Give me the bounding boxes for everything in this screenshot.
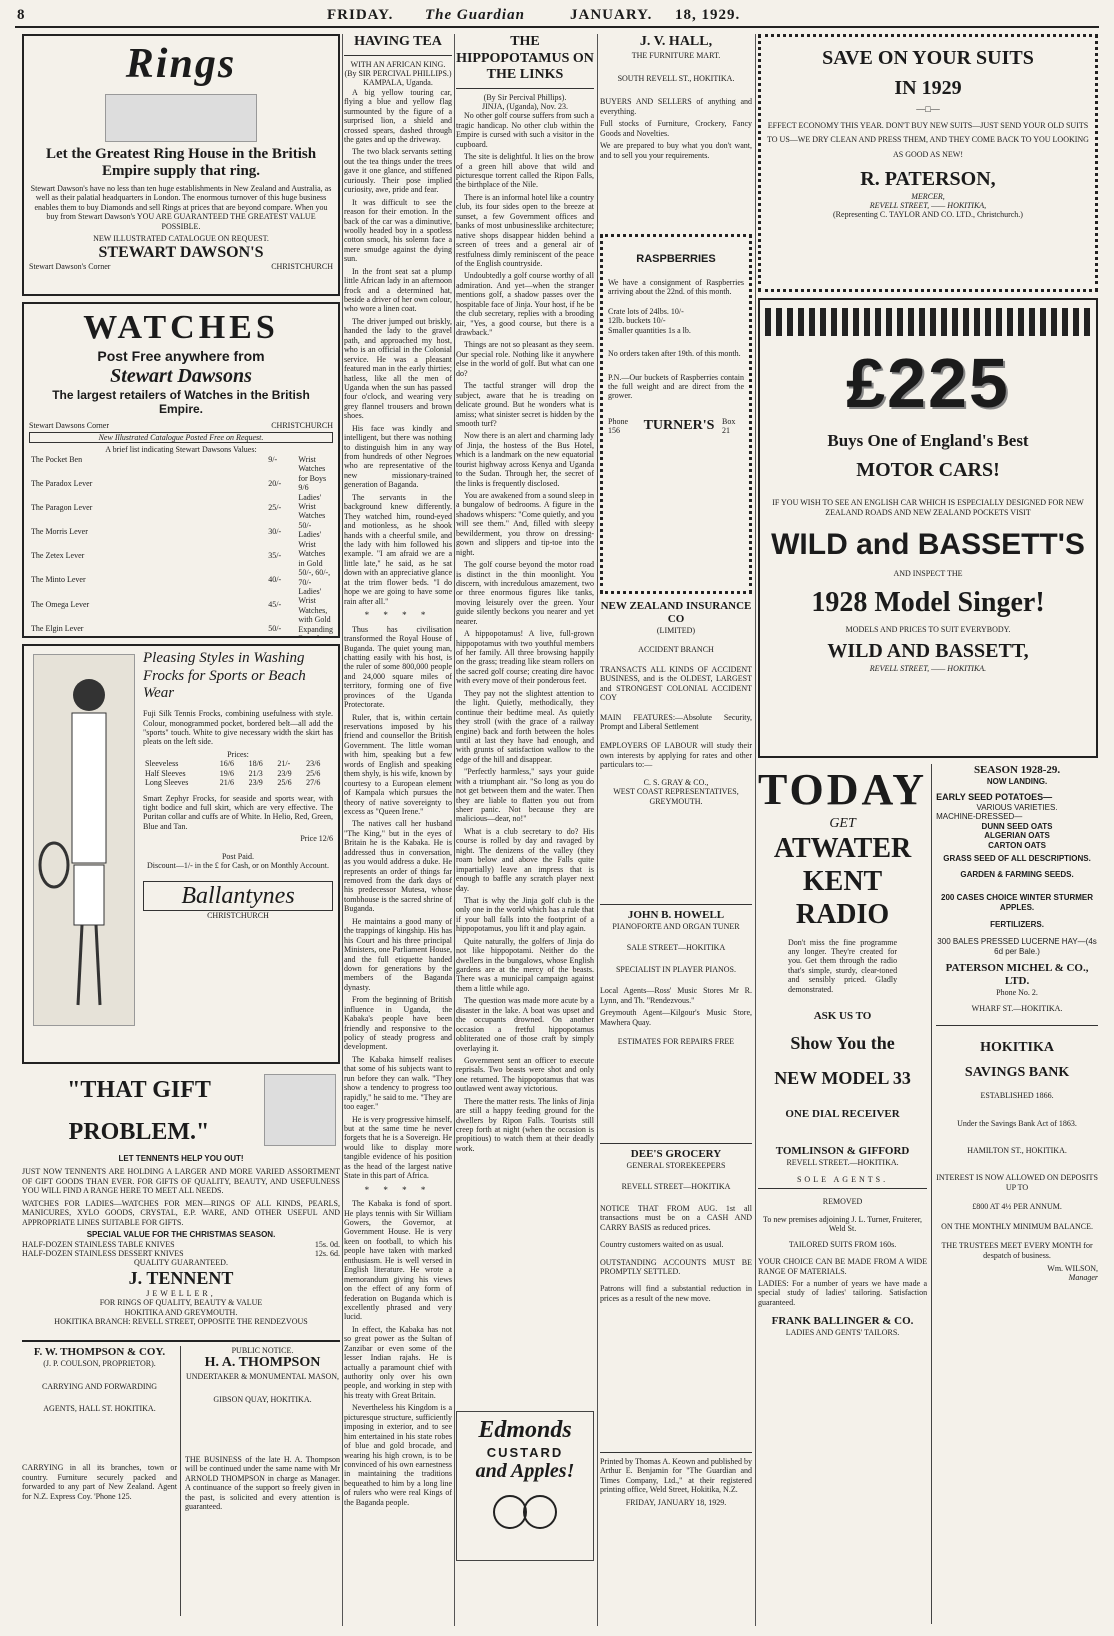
rings-ad bbox=[22, 34, 340, 296]
gift-p1: JUST NOW TENNENTS ARE HOLDING A LARGER AND MORE VARIED ASSORTMENT OF GIFT GOODS THAN EVER. FOR GIFTS OF QUALITY, BEAUTY, AND USEFULNESS YOU WILL FIND A RANGE HERE TO MEET ALL NEEDS. bbox=[22, 1167, 340, 1196]
seeds-l5: ALGERIAN OATS bbox=[984, 831, 1050, 841]
radio-t4: KENT bbox=[802, 866, 883, 898]
thompson-coy-prop: (J. P. COULSON, PROPRIETOR). bbox=[43, 1358, 156, 1368]
seeds-l7: GRASS SEED OF ALL DESCRIPTIONS. bbox=[943, 854, 1091, 864]
tea-para: In effect, the Kabaka has not so great power as the Sultan of Zanzibar or even some of the lesser Indian rajahs. He is actually a paramount chief with authority only over his own people, and working in step with his treaty with Great Britain. bbox=[344, 1324, 452, 1400]
tea-para: He is very progressive himself, but at the same time he never forgets that he is a Sovereign. He would like to display more tangible evidence of his position as the head of the largest native State in this part of Africa. bbox=[344, 1114, 452, 1181]
lady-figure-icon bbox=[34, 655, 134, 1025]
tea-para: A big yellow touring car, flying a blue and yellow flag surmounted by the figure of a surprised lion, a shield and crossed spears, dashed through the gates and up the driveway. bbox=[344, 87, 452, 145]
hippo-para: Things are not so pleasant as they seem. Our special role. Nothing like it anywhere else in the world of golf. But what can one do? bbox=[456, 340, 594, 378]
dees-trade: GENERAL STOREKEEPERS bbox=[626, 1160, 726, 1170]
rings-body: Stewart Dawson's have no less than ten huge establishments in New Zealand and Australia, as well as their palatial headquarters in London. The enormous turnover of this huge business enables them to buy Diamonds and sell Rings at prices that are beyond compare. When you buy from Stewart Dawson's YOU ARE GUARANTEED THE GREATEST VALUE POSSIBLE. bbox=[30, 183, 332, 231]
stripe-decoration bbox=[765, 308, 1091, 336]
hall-name: J. V. HALL, bbox=[639, 34, 713, 49]
watch-name: The Paradox Lever bbox=[31, 478, 93, 488]
cell: 19/6 bbox=[219, 768, 234, 778]
notice-name: H. A. THOMPSON bbox=[204, 1355, 321, 1371]
rasp-phone: Phone 156 bbox=[608, 416, 628, 436]
radio-p1: Don't miss the fine programme any longer. They're created for you. Get them through the radio that's simple, sturdy, clear-toned and sensibly priced. Gladly demonstrated. bbox=[788, 937, 898, 994]
tea-by: (By SIR PERCIVAL PHILLIPS.) bbox=[344, 68, 452, 78]
frocks-title: Pleasing Styles in Washing Frocks for Sports or Beach Wear bbox=[143, 650, 306, 702]
notice-addr: GIBSON QUAY, HOKITIKA. bbox=[213, 1395, 312, 1405]
thompson-coy-line2: AGENTS, HALL ST. HOKITIKA. bbox=[43, 1403, 156, 1413]
masthead-date: 18, 1929. bbox=[675, 7, 741, 23]
tea-para: From the beginning of British influence in Uganda, the Kabaka's people have been friendly and responsive to the policy of steady progress and development. bbox=[344, 995, 452, 1052]
cell: 18/6 bbox=[248, 759, 263, 769]
car-models: MODELS AND PRICES TO SUIT EVERYBODY. bbox=[845, 624, 1011, 634]
table-row bbox=[143, 769, 333, 778]
dees-p2: Country customers waited on as usual. bbox=[600, 1240, 724, 1250]
seeds-l8: GARDEN & FARMING SEEDS. bbox=[960, 869, 1074, 879]
rings-headline: Let the Greatest Ring House in the British Empire supply that ring. bbox=[45, 145, 317, 180]
frocks-price2: Price 12/6 bbox=[300, 834, 333, 844]
table-row bbox=[29, 479, 294, 503]
radio-t3: ATWATER bbox=[773, 833, 912, 865]
radio-t1: TODAY bbox=[758, 765, 928, 814]
column-rule bbox=[454, 34, 455, 1626]
frocks-price-table bbox=[143, 759, 333, 787]
howell-name: JOHN B. HOWELL bbox=[627, 909, 725, 921]
rasp-firm: TURNER'S bbox=[643, 418, 715, 434]
gift-firm: J. TENNENT bbox=[128, 1267, 234, 1288]
ins-agent: C. S. GRAY & CO., bbox=[643, 777, 709, 787]
cell: 25/6 bbox=[306, 768, 321, 778]
watch-price: 9/- bbox=[268, 454, 278, 464]
gift-tag: LET TENNENTS HELP YOU OUT! bbox=[118, 1154, 244, 1163]
gift-p2: WATCHES FOR LADIES—WATCHES FOR MEN—RINGS OF ALL KINDS, PEARLS, MANICURES, XYLO GOODS, CRYSTAL, E.P. WARE, AND OTHER USEFUL AND APPROPRIATE LINES SUITABLE FOR GIFTS. bbox=[22, 1198, 340, 1227]
hippo-para: That is why the Jinja golf club is the only one in the world which has a rule that if your ball falls into the footprint of a hippopotamus, you lift it and play again. bbox=[456, 895, 594, 934]
thompson-coy-name: F. W. THOMPSON & COY. bbox=[33, 1346, 166, 1358]
gift-branch: HOKITIKA BRANCH: REVELL STREET, OPPOSITE THE RENDEZVOUS bbox=[54, 1317, 308, 1327]
radio-ask: ASK US TO bbox=[813, 1010, 872, 1023]
hall-p3: We are prepared to buy what you don't want, and to sell you your requirements. bbox=[600, 141, 752, 160]
cell: Sleeveless bbox=[145, 759, 179, 769]
seeds-addr: WHARF ST.—HOKITIKA. bbox=[971, 1003, 1063, 1013]
hall-addr: SOUTH REVELL ST., HOKITIKA. bbox=[617, 73, 735, 83]
table-row bbox=[29, 551, 294, 575]
howell-spec: SPECIALIST IN PLAYER PIANOS. bbox=[615, 964, 737, 974]
cell: 23/9 bbox=[277, 768, 292, 778]
apples-icon bbox=[475, 1484, 575, 1534]
hippo-para: Quite naturally, the golfers of Jinja do not like hippopotami. Neither do the dwellers in the bungalows, whose English gardens are at the mercy of the beasts. There was a municipal campaign against them a little while ago. bbox=[456, 936, 594, 993]
seeds-l9: 200 CASES CHOICE WINTER STURMER APPLES. bbox=[941, 893, 1094, 912]
seeds-l2: VARIOUS VARIETIES. bbox=[976, 803, 1058, 813]
car-ad bbox=[758, 298, 1098, 758]
bank-mgr: Wm. WILSON, bbox=[1047, 1264, 1098, 1274]
watch-price: 40/- bbox=[268, 575, 282, 585]
rasp-p5: No orders taken after 19th. of this month. bbox=[608, 349, 741, 359]
hall-p1: BUYERS AND SELLERS of anything and everything. bbox=[600, 97, 752, 116]
gift-ad bbox=[22, 1070, 340, 1340]
watch-price: 50/- bbox=[268, 623, 282, 633]
ballantynes-logo: Ballantynes bbox=[143, 881, 333, 911]
imprint-text: Printed by Thomas A. Keown and published by Arthur E. Benjamin for "The Guardian and Times Company, Ltd.," at their registered printing office, Weld Street, Hokitika, N.Z. bbox=[600, 1457, 752, 1495]
bank-title: Manager bbox=[1068, 1273, 1098, 1283]
watch-name: The Paragon Lever bbox=[31, 503, 93, 513]
cell: 21/6 bbox=[219, 778, 234, 788]
table-row bbox=[143, 759, 333, 768]
gift-towns: HOKITIKA AND GREYMOUTH. bbox=[124, 1307, 238, 1317]
howell-ad bbox=[600, 909, 752, 1139]
ins-title: NEW ZEALAND INSURANCE CO bbox=[600, 600, 752, 625]
watch-name: The Minto Lever bbox=[31, 575, 86, 585]
seeds-season: SEASON 1928-29. bbox=[973, 764, 1061, 776]
radio-removed: REMOVED bbox=[822, 1197, 863, 1207]
watch-name: The Morris Lever bbox=[31, 527, 88, 537]
radio-dial: ONE DIAL RECEIVER bbox=[785, 1107, 900, 1120]
seeds-landing: NOW LANDING. bbox=[986, 776, 1048, 786]
thompson-coy-ad bbox=[22, 1346, 181, 1616]
rings-firm: STEWART DAWSON'S bbox=[98, 243, 264, 261]
ins-p2: MAIN FEATURES:—Absolute Security, Prompt and Liberal Settlement bbox=[600, 712, 752, 731]
bank-est: ESTABLISHED 1866. bbox=[980, 1091, 1054, 1101]
seeds-l1: EARLY SEED POTATOES— bbox=[936, 792, 1053, 803]
hippo-para: The site is delightful. It lies on the brow of a green hill above that wild and picturesque torrent called the Ripon Falls, the birthplace of the Nile. bbox=[456, 152, 594, 190]
cell: 23/9 bbox=[248, 778, 263, 788]
gift-knife1: HALF-DOZEN STAINLESS TABLE KNIVES bbox=[22, 1239, 175, 1249]
bank-addr: HAMILTON ST., HOKITIKA. bbox=[967, 1145, 1067, 1155]
hippo-title: THE HIPPOPOTAMUS ON THE LINKS bbox=[456, 34, 594, 83]
frocks-discount: Discount—1/- in the £ for Cash, or on Monthly Account. bbox=[147, 861, 329, 871]
watches-list-title: A brief list indicating Stewart Dawsons Values: bbox=[105, 445, 257, 455]
hippo-para: Government sent an officer to execute reprisals. Two beasts were shot and only one returned. The hippopotamus that was outlawed went away victorious. bbox=[456, 1055, 594, 1094]
dees-addr: REVELL STREET—HOKITIKA bbox=[621, 1182, 731, 1192]
bank-t2: SAVINGS BANK bbox=[964, 1064, 1070, 1080]
rings-illustration bbox=[105, 94, 257, 142]
watches-left-table bbox=[29, 455, 294, 638]
gift-knife2-price: 12s. 6d. bbox=[314, 1248, 340, 1258]
column-rule bbox=[755, 34, 756, 1626]
radio-p2: To new premises adjoining J. L. Turner, Fruiterer, Weld St. bbox=[763, 1214, 923, 1234]
hippo-dateline: JINJA, (Uganda), Nov. 23. bbox=[482, 101, 568, 111]
cell: 16/6 bbox=[219, 759, 234, 769]
car-price: £225 bbox=[846, 344, 1010, 422]
car-firm2: WILD AND BASSETT, bbox=[827, 640, 1029, 663]
rasp-p6: P.N.—Our buckets of Raspberries contain the full weight and are direct from the grower. bbox=[608, 372, 744, 401]
table-row bbox=[29, 600, 294, 624]
radio-addr: REVELL STREET.—HOKITIKA. bbox=[786, 1157, 899, 1167]
suits-title1: SAVE ON YOUR SUITS bbox=[822, 47, 1034, 69]
thompson-coy-body: CARRYING in all its branches, town or country. Furniture securely packed and forwarded to any part of New Zealand. Agent for N.Z. Express Coy. 'Phone 125. bbox=[22, 1463, 177, 1501]
hippo-para: The tactful stranger will drop the subject, aware that he is treading on delicate ground. But he wonders what is amiss; what sinister secret is hidden by the smooth turf? bbox=[456, 381, 594, 428]
rasp-box: Box 21 bbox=[722, 416, 736, 436]
tea-para: The servants in the background knew differently. They watched him, round-eyed and motionless, as he shook hands with a cheerful smile, and the lady with him followed his example. "I am afraid we are a little late," he said, as he sat down with an appreciative glance at the trim flower beds. "I do hope we are going to have some rain after all." bbox=[344, 492, 452, 606]
seeds-l3: MACHINE-DRESSED— bbox=[936, 812, 1023, 822]
column-3 bbox=[456, 34, 594, 1626]
seeds-firm: PATERSON MICHEL & CO., LTD. bbox=[945, 962, 1089, 988]
hippo-para: No other golf course suffers from such a tragic handicap. No other club within the Empire is cursed with such a visitor in the cupboard. bbox=[456, 111, 594, 149]
hippo-para: Now there is an alert and charming lady of Jinja, the hostess of the Bus Hotel, which is a landmark on the new equatorial tourist highway across Kenya and Uganda to the Sudan. Through her, the secret of the links is frequently disclosed. bbox=[456, 431, 594, 488]
bottom-ads bbox=[22, 1340, 340, 1616]
public-notice bbox=[185, 1346, 340, 1616]
table-row bbox=[29, 575, 294, 599]
column-2: HAVING TEA WITH AN AFRICAN KING. (By SIR PERCIVAL PHILLIPS.) KAMPALA, Uganda. A big yellow touring car, flying a blue and yellow flag surmounted by the figure of a surprised lion, a shield and crossed spears, dashed through the gates and up the driveway. The two black servants setting out the tea things under the trees gave it one glance, and stiffened curiously. Their pose implied curiosity, awe, pride and fear. It was difficult to see the reason for their emotion. In the back of the car was a diminutive, woolly headed boy in a spotless cotton smock, his solemn face a mere smudge against the dying sun. In the front seat sat a plump little African lady in an afternoon frock and a determined hat, beside a driver of her own colour, who wore a linen coat. The driver jumped out briskly, handed the lady to the gravel path, and approached my host, who is an official in the Colonial service. He was a pleasant featured man in the early thirties; hatless, like all the men of Uganda when the sun has passed four o'clock, and wearing very grey flannel trousers and brown shoes. His face was kindly and intelligent, but there was nothing to distinguish him in any way from hundreds of other Negroes who are representative of the new missionary-trained generation of Baganda. The servants in the background knew differently. They watched him, round-eyed and motionless, as he shook hands with a cheerful smile, and the lady with him followed his example. "I am afraid we are a little late," he said, as he sat down with an appreciative glance at the trim flower beds. "I do hope we are going to have some rain after all." * * * * Thus has civilisation transformed the Royal House of Buganda. The quiet young man, chatting easily with his host, is the ruler of some 800,000 people and 24,000 square miles of territory, forming one of five provinces of the Uganda Protectorate. Ruler, that is, within certain reservations imposed by his friend and counsellor the British Government. The little woman with him, speaking but a few words of English and speaking them shyly, is his wife, known by courtesy to a European element of Kampala which pursues the theory of native sovereignty to excess as "Queen Irene." The natives call her husband "The King," but in the eyes of Britain he is the Kabaka. He is addressed thus in conversation, as you would address a duke. He represents an order of things far removed from the dark days of his predecessor Mutesa, whose tombhouse is the sacred shrine of Buganda. He maintains a good many of the trappings of kingship. His has his Court and his three principal Ministers, one Parliament House, and the full etiquette handed down for generations by the members of the Baganda dynasty. From the beginning of British influence in Uganda, the Kabaka's people have been friendly and responsive to the policy of steady progress and development. The Kabaka himself realises that some of his subjects want to run before they can walk. "They show a tendency to progress too rapidly," he said to me. "They are too eager." He is very progressive himself, but at the same time he never forgets that he is a Sovereign. He would like to display more tangible evidence of his position as the head of the largest native State in this part of Africa. * * * * The Kabaka is fond of sport. He plays tennis with Sir William Gowers, the Governor, at Government House. He is very keen on football, to which his people have taken with marked enthusiasm. He is well versed in English literature. He wrote a memorandum giving his views on the effect of any form of federation on Buganda which is excellently phrased and very lucid. In effect, the Kabaka has not so great power as the Sultan of Zanzibar or even some of the lesser Indian rajahs. He is actually a paramount chief with authority only over his own people, and working in step with his treaty with Great Britain. Nevertheless his Kingdom is a picturesque structure, sufficiently imposing in exterior, and to see him entertained in his state robes of blue and gold brocade, and wearing his high crown, is to be convinced of his own earnestness in maintaining the traditions bequeathed to him by a long line of rulers who were real Kings of the Baganda people. bbox=[344, 34, 452, 1507]
howell-addr: SALE STREET—HOKITIKA bbox=[626, 943, 726, 953]
tea-sub: WITH AN AFRICAN KING. bbox=[350, 59, 446, 69]
tea-para: His face was kindly and intelligent, but there was nothing to distinguish him in any way from hundreds of other Negroes who are representative of the new missionary-trained generation of Baganda. bbox=[344, 423, 452, 490]
watch-price: 25/- bbox=[268, 503, 282, 513]
seeds-phone: Phone No. 2. bbox=[996, 988, 1038, 998]
gift-title1: "THAT GIFT bbox=[67, 1077, 211, 1103]
watches-sub3: The largest retailers of Watches in the British Empire. bbox=[52, 388, 310, 417]
hippo-by: (By Sir Percival Phillips). bbox=[483, 92, 567, 102]
radio-firm: TOMLINSON & GIFFORD bbox=[775, 1144, 910, 1157]
watch-price: 20/- bbox=[268, 478, 282, 488]
gift-knife2: HALF-DOZEN STAINLESS DESSERT KNIVES bbox=[22, 1248, 184, 1258]
suits-trade: MERCER, bbox=[911, 191, 945, 201]
rasp-p3: 12lb. buckets 10/- bbox=[608, 316, 666, 326]
tea-para: The driver jumped out briskly, handed the lady to the gravel path, and approached my host, who is an official in the Colonial service. He was a pleasant featured man in the early thirties; hatless, like all the men of Uganda when the sun has passed four o'clock, and wearing very grey flannel trousers and brown shoes. bbox=[344, 316, 452, 421]
radio-tailor: FRANK BALLINGER & CO. bbox=[771, 1315, 914, 1328]
table-row bbox=[29, 503, 294, 527]
page-number: 8 bbox=[17, 7, 26, 23]
ins-rep: WEST COAST REPRESENTATIVES, bbox=[613, 787, 739, 797]
tea-dateline: KAMPALA, Uganda. bbox=[363, 78, 433, 88]
ins-branch: ACCIDENT BRANCH bbox=[638, 645, 714, 655]
edmonds-brand: Edmonds bbox=[478, 1417, 572, 1444]
cell: 21/- bbox=[277, 759, 291, 769]
howell-p2: Greymouth Agent—Kilgour's Music Store, Mawhera Quay. bbox=[600, 1008, 752, 1027]
seeds-l11: 300 BALES PRESSED LUCERNE HAY—(4s 6d per Bale.) bbox=[937, 937, 1097, 956]
car-inspect: AND INSPECT THE bbox=[893, 568, 963, 578]
dees-ad bbox=[600, 1148, 752, 1448]
watch-right-item: Ladies' Wrist Watches in Gold 50/-, 60/-, 70/- bbox=[298, 530, 331, 587]
frocks-p2: Smart Zephyr Frocks, for seaside and sports wear, with tight bodice and full skirt, which are very effective. The Puritan collar and cuffs are of White. In Helio, Red, Green, Blue and Tan. bbox=[143, 793, 333, 831]
tea-para: The natives call her husband "The King," but in the eyes of Britain he is the Kabaka. He is addressed thus in conversation, as you would address a duke. He represents an order of things far removed from the dark days of his predecessor Mutesa, whose tombhouse is the sacred shrine of Buganda. bbox=[344, 819, 452, 914]
car-firm: WILD and BASSETT'S bbox=[771, 528, 1085, 562]
edmonds-apples: and Apples! bbox=[475, 1460, 575, 1483]
howell-p1: Local Agents—Ross' Music Stores Mr R. Lynn, and Th. "Rendezvous." bbox=[600, 986, 752, 1005]
ins-town: GREYMOUTH. bbox=[649, 796, 703, 806]
column-1 bbox=[22, 34, 340, 1626]
watches-sub1: Post Free anywhere from bbox=[97, 348, 265, 365]
notice-head: PUBLIC NOTICE. bbox=[231, 1346, 294, 1355]
hippo-para: They pay not the slightest attention to the light. Quietly, methodically, they continue their bedtime meal. As quietly they stroll (with the grace of a railway engine) back and forth between the holes until at last they have had enough, and with grunts of satisfaction wallow to the edge of the hill and disappear. bbox=[456, 688, 594, 764]
edmonds-ad bbox=[456, 1411, 594, 1561]
cell: Half Sleeves bbox=[145, 768, 186, 778]
rings-catalogue: NEW ILLUSTRATED CATALOGUE ON REQUEST. bbox=[93, 234, 269, 244]
radio-p4: YOUR CHOICE CAN BE MADE FROM A WIDE RANGE OF MATERIALS. bbox=[758, 1257, 928, 1276]
bank-p1: INTEREST IS NOW ALLOWED ON DEPOSITS UP TO bbox=[936, 1173, 1098, 1192]
watch-name: The Zetex Lever bbox=[31, 551, 85, 561]
watch-price: 30/- bbox=[268, 527, 282, 537]
radio-tailor2: LADIES AND GENTS' TAILORS. bbox=[785, 1328, 900, 1338]
dees-p1: NOTICE THAT FROM AUG. 1st all transactions must be on a CASH AND CARRY BASIS as reduced prices. bbox=[600, 1203, 752, 1232]
ins-p1: TRANSACTS ALL KINDS OF ACCIDENT BUSINESS, and is the OLDEST, LARGEST and STRONGEST COLONIAL ACCIDENT COY bbox=[600, 664, 752, 703]
suits-title2: IN 1929 bbox=[894, 76, 962, 99]
rasp-p1: We have a consignment of Raspberries arriving about the 22nd. of this month. bbox=[608, 277, 744, 297]
watches-catalogue: New Illustrated Catalogue Posted Free on Request. bbox=[29, 432, 333, 443]
watches-ad bbox=[22, 302, 340, 638]
gift-knife1-price: 15s. 0d. bbox=[314, 1239, 340, 1249]
radio-p5: LADIES: For a number of years we have made a special study of ladies' tailoring. Satisfaction guaranteed. bbox=[758, 1279, 928, 1307]
hippo-para: There is an informal hotel like a country club, its four sides open to the breeze at sunset, a few Government offices and banks of most unbusinesslike architecture; native shops disappear hidden behind a screen of trees and a general air of restfulness dimly reminiscent of the peace of the English countryside. bbox=[456, 192, 594, 268]
rings-city: CHRISTCHURCH bbox=[271, 262, 333, 272]
hall-ad bbox=[600, 34, 752, 234]
watch-name: The Elgin Lever bbox=[31, 623, 84, 633]
rasp-p2: Crate lots of 24lbs. 10/- bbox=[608, 306, 684, 316]
cell: 23/6 bbox=[306, 759, 321, 769]
frocks-p1: Fuji Silk Tennis Frocks, combining usefulness with style. Colour, monogrammed pocket, bordered belt—all add the "sports" touch. White to give necessary width the skirt has pleats on the left side. bbox=[143, 709, 333, 747]
tea-para: The two black servants setting out the tea things under the trees gave it one glance, and stiffened curiously. Their pose implied curiosity, awe, pride and fear. bbox=[344, 147, 452, 195]
watches-corner: Stewart Dawsons Corner bbox=[29, 420, 109, 430]
radio-show: Show You the bbox=[790, 1033, 895, 1054]
car-p1: IF YOU WISH TO SEE AN ENGLISH CAR WHICH IS ESPECIALLY DESIGNED FOR NEW ZEALAND ROADS AND NEW ZEALAND POCKETS VISIT bbox=[772, 498, 1084, 517]
frocks-city: CHRISTCHURCH bbox=[207, 910, 269, 920]
gift-special: SPECIAL VALUE FOR THE CHRISTMAS SEASON. bbox=[86, 1230, 276, 1240]
radio-t5: RADIO bbox=[795, 899, 890, 931]
cell: 21/3 bbox=[248, 768, 263, 778]
watch-right-item: Ladies' Wrist Watches, with Gold Expanding bbox=[298, 586, 334, 634]
tea-para: Thus has civilisation transformed the Royal House of Buganda. The quiet young man, chatting easily with his host, is the ruler of some 800,000 people and 24,000 square miles of territory, forming one of five provinces of the Uganda Protectorate. bbox=[344, 624, 452, 710]
cell: 27/6 bbox=[306, 778, 321, 788]
radio-agents: SOLE AGENTS. bbox=[796, 1174, 889, 1184]
tea-para: Ruler, that is, within certain reservations imposed by his friend and counsellor the British Government. The little woman with him, speaking but a few words of English and speaking them shyly, is his wife, known by courtesy to a European element of Kampala which pursues the theory of native sovereignty to excess as "Queen Irene." bbox=[344, 712, 452, 816]
radio-model: NEW MODEL 33 bbox=[774, 1068, 911, 1089]
col5-lower bbox=[758, 764, 1098, 1624]
lady-illustration bbox=[33, 654, 135, 1026]
bank-t1: HOKITIKA bbox=[980, 1040, 1054, 1056]
gentleman-illustration bbox=[264, 1074, 336, 1146]
table-row bbox=[29, 455, 294, 479]
tea-para: The Kabaka is fond of sport. He plays tennis with Sir William Gowers, the Governor, at Government House. He is very keen on football, to which his people have taken with marked enthusiasm. He is well versed in English literature. He wrote a memorandum giving his views on the effect of any form of federation on Buganda which is excellently phrased and very lucid. bbox=[344, 1199, 452, 1322]
dees-p4: Patrons will find a substantial reduction in prices as a result of the new move. bbox=[600, 1284, 752, 1303]
watch-name: The Pocket Ben bbox=[31, 454, 83, 464]
frocks-post: Post Paid. bbox=[221, 851, 254, 861]
watch-name: The Omega Lever bbox=[31, 599, 90, 609]
suits-name: R. PATERSON, bbox=[860, 167, 996, 190]
hippo-para: There the matter rests. The links of Jinja are still a happy feeding ground for the dwellers by Ripon Falls. Tourists still creep forth at night (when the occasion is propitious) to watch them at their deadly work. bbox=[456, 1096, 594, 1153]
column-rule bbox=[597, 34, 598, 1626]
imprint-date: FRIDAY, JANUARY 18, 1929. bbox=[625, 1497, 727, 1507]
hippo-para: The question was made more acute by a disaster in the lake. A boat was upset and the occupants drowned. On another occasion a fretful hippopotamus obliterated one of those craft by simply overlaying it. bbox=[456, 996, 594, 1053]
tea-para: The Kabaka himself realises that some of his subjects want to run before they can walk. "They show a tendency to progress too rapidly," he said to me. "They are too eager." bbox=[344, 1054, 452, 1112]
watch-price: 45/- bbox=[268, 599, 282, 609]
paper-title: The Guardian bbox=[425, 7, 525, 23]
dees-name: DEE'S GROCERY bbox=[630, 1148, 722, 1160]
car-line2: MOTOR CARS! bbox=[856, 458, 1000, 481]
ins-ltd: (LIMITED) bbox=[656, 625, 696, 635]
column-4 bbox=[600, 34, 752, 1626]
watch-right-item: Ladies' Wrist Watches 50/- bbox=[298, 492, 326, 530]
masthead-month: JANUARY. bbox=[570, 7, 653, 23]
rasp-p4: Smaller quantities 1s a lb. bbox=[608, 325, 691, 335]
hippo-para: "Perfectly harmless," says your guide with a triumphant air. "So long as you do not get between them and the water. Then they are liable to flatten you out from sheer panic. Not because they are malicious—dear, no!" bbox=[456, 767, 594, 824]
howell-trade: PIANOFORTE AND ORGAN TUNER bbox=[612, 921, 740, 931]
gift-jeweller: JEWELLER, bbox=[146, 1289, 216, 1299]
table-row bbox=[29, 527, 294, 551]
car-addr: REVELL STREET, —— HOKITIKA. bbox=[869, 664, 987, 673]
notice-trade: UNDERTAKER & MONUMENTAL MASON, bbox=[185, 1371, 340, 1381]
raspberries-ad bbox=[600, 234, 752, 594]
bank-rate: £800 AT 4½ PER ANNUM. bbox=[972, 1202, 1062, 1212]
tea-para: He maintains a good many of the trappings of kingship. His has his Court and his three principal Ministers, one Parliament House, and the full etiquette handed down for generations by the members of the Baganda dynasty. bbox=[344, 916, 452, 992]
rasp-title: RASPBERRIES bbox=[636, 253, 716, 265]
seeds-l6: CARTON OATS bbox=[988, 840, 1046, 850]
tea-para: It was difficult to see the reason for their emotion. In the back of the car was a diminutive, woolly headed boy in a spotless cotton smock, his solemn face a mere smudge against the dying sun. bbox=[344, 197, 452, 264]
frocks-prices: Prices: bbox=[227, 749, 249, 759]
gift-guarantee: QUALITY GUARANTEED. bbox=[134, 1258, 228, 1268]
table-row bbox=[143, 778, 333, 787]
hall-p2: Full stocks of Furniture, Crockery, Fancy Goods and Novelties. bbox=[600, 119, 752, 138]
hall-mart: THE FURNITURE MART. bbox=[631, 50, 721, 60]
howell-p3: ESTIMATES FOR REPAIRS FREE bbox=[617, 1037, 735, 1047]
car-line1: Buys One of England's Best bbox=[827, 430, 1029, 450]
radio-t2: GET bbox=[829, 815, 856, 831]
seeds-l10: FERTILIZERS. bbox=[990, 919, 1044, 929]
seeds-l4: DUNN SEED OATS bbox=[981, 821, 1053, 831]
bank-p3: THE TRUSTEES MEET EVERY MONTH for despatch of business. bbox=[941, 1241, 1093, 1260]
watches-sub2: Stewart Dawsons bbox=[110, 364, 252, 387]
tea-title: HAVING TEA bbox=[354, 34, 442, 49]
hippo-para: You are awakened from a sound sleep in a bungalow of bedrooms. A figure in the shadows whispers: "Come quietly, and you will see them." And, filled with sleepy bewilderment, you throw on dressing-gown and slippers and tip-toe into the night. bbox=[456, 491, 594, 557]
suits-rep: (Representing C. TAYLOR AND CO. LTD., Christchurch.) bbox=[833, 210, 1023, 220]
cell: Long Sleeves bbox=[145, 778, 189, 788]
bank-p2: ON THE MONTHLY MINIMUM BALANCE. bbox=[941, 1221, 1093, 1231]
hippo-para: What is a club secretary to do? His course is rolled by day and ravaged by night. The denizens of the valley (they roam below and above the Falls quite impartially) leave an impress that is enough to baffle any scratch player next day. bbox=[456, 826, 594, 893]
masthead bbox=[15, 4, 1099, 28]
insurance-ad bbox=[600, 600, 752, 900]
suits-body: EFFECT ECONOMY THIS YEAR. DON'T BUY NEW SUITS—JUST SEND YOUR OLD SUITS TO US—WE DRY CLEAN AND PRESS THEM, AND THEY COME BACK TO YOU LOOKING AS GOOD AS NEW! bbox=[767, 120, 1089, 159]
suits-ad: SAVE ON YOUR SUITS IN 1929 —□— EFFECT ECONOMY THIS YEAR. DON'T BUY NEW SUITS—JUST SEND YOUR OLD SUITS TO US—WE DRY CLEAN AND PRESS THEM, AND THEY COME BACK TO YOU LOOKING AS GOOD AS NEW! R. PATERSON, MERCER, REVELL STREET, —— HOKITIKA, (Representing C. TAYLOR AND CO. LTD., Christchurch.) bbox=[758, 34, 1098, 292]
seeds-and-bank bbox=[936, 764, 1098, 1624]
masthead-day: FRIDAY. bbox=[327, 7, 394, 23]
hippo-para: The golf course beyond the motor road is distinct in the thin moonlight. You discern, with incredulous amazement, two or three enormous figures like tanks, moving leisurely over the green. Your guide silently beckons you nearer and yet nearer. bbox=[456, 560, 594, 626]
dees-p3: OUTSTANDING ACCOUNTS MUST BE PROMPTLY SETTLED. bbox=[600, 1257, 752, 1277]
notice-body: THE BUSINESS of the late H. A. Thompson will be continued under the same name with Mr ARNOLD THOMPSON in charge as Manager. A continuance of the support so freely given in the past, is solicited and every attention is guaranteed. bbox=[185, 1454, 340, 1512]
column-rule bbox=[342, 34, 343, 1626]
rings-title: Rings bbox=[125, 41, 237, 87]
suits-addr: REVELL STREET, —— HOKITIKA, bbox=[869, 201, 987, 210]
table-row bbox=[29, 624, 294, 638]
watch-price: 35/- bbox=[268, 551, 282, 561]
watches-city: CHRISTCHURCH bbox=[271, 420, 333, 430]
cell: 25/6 bbox=[277, 778, 292, 788]
gift-for: FOR RINGS OF QUALITY, BEAUTY & VALUE bbox=[99, 1298, 263, 1308]
radio-p3: TAILORED SUITS FROM 160s. bbox=[788, 1239, 897, 1249]
bank-act: Under the Savings Bank Act of 1863. bbox=[957, 1118, 1077, 1128]
radio-ad bbox=[758, 764, 932, 1624]
watch-right-item: Wrist Watches for Boys 9/6 bbox=[298, 454, 327, 493]
car-model: 1928 Model Singer! bbox=[811, 586, 1045, 618]
hippo-para: A hippopotamus! A live, full-grown hippopotamus with two youthful members of her family. All three browsing happily on the grass; treading like steam rollers on the sacred golf course; creating dire havoc with every move of their ponderous feet. bbox=[456, 629, 594, 686]
thompson-coy-line1: CARRYING AND FORWARDING bbox=[41, 1382, 158, 1392]
watches-title: WATCHES bbox=[83, 309, 279, 346]
hippo-para: Undoubtedly a golf course worthy of all admiration. And yet—when the stranger mentions golf, a shadow passes over the hospitable face of Jinja. Your host, if he be the club secretary, replies with a brooding air, "Yes, a good course, but there is a drawback." bbox=[456, 271, 594, 338]
tea-para: In the front seat sat a plump little African lady in an afternoon frock and a determined hat, beside a driver of her own colour, who wore a linen coat. bbox=[344, 266, 452, 314]
column-5 bbox=[758, 34, 1098, 1626]
ins-p3: EMPLOYERS OF LABOUR will study their own interests by applying for rates and other particulars to:— bbox=[600, 741, 752, 770]
edmonds-custard: CUSTARD bbox=[486, 1444, 564, 1460]
rings-corner: Stewart Dawson's Corner bbox=[29, 262, 111, 272]
tea-para: Nevertheless his Kingdom is a picturesque structure, sufficiently imposing in exterior, and to see him entertained in his state robes of blue and gold brocade, and wearing his high crown, is to be convinced of his own earnestness in maintaining the traditions bequeathed to him by a long line of rulers who were real Kings of the Baganda people. bbox=[344, 1403, 452, 1507]
gift-title2: PROBLEM." bbox=[68, 1119, 210, 1146]
frocks-ad bbox=[22, 644, 340, 1064]
